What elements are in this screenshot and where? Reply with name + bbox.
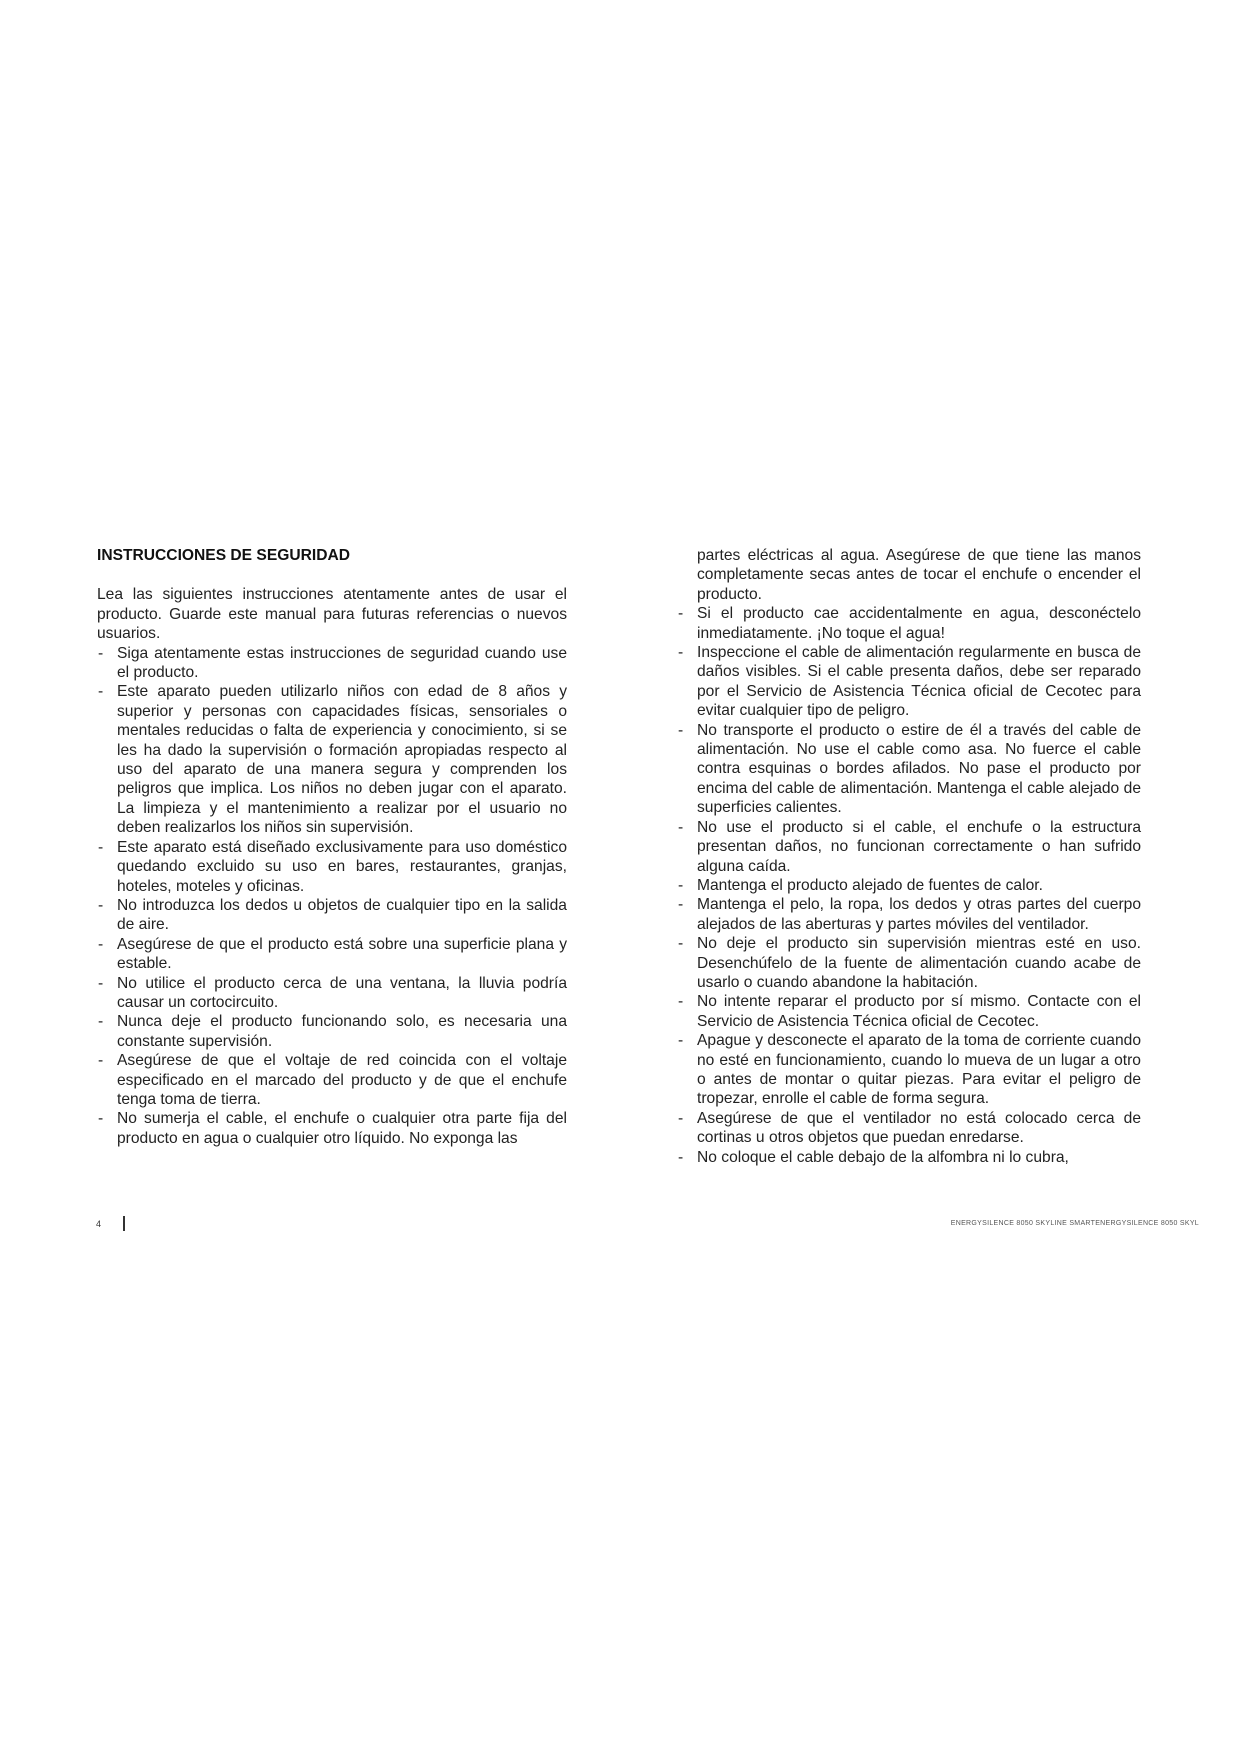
page-divider-bar xyxy=(123,1216,125,1231)
list-item: - Asegúrese de que el ventilador no está colocado cerca de cortinas u otros objetos que puedan enredarse. xyxy=(678,1109,1141,1147)
list-item: - No intente reparar el producto por sí mismo. Contacte con el Servicio de Asistencia Técnica oficial de Cecotec. xyxy=(678,993,1141,1030)
list-item: - Este aparato está diseñado exclusivamente para uso doméstico quedando excluido su uso en bares, restaurantes, granjas, hoteles, moteles y oficinas. xyxy=(98,838,567,895)
list-item: - No sumerja el cable, el enchufe o cualquier otra parte fija del producto en agua o cualquier otro líquido. No exponga las xyxy=(98,1110,567,1147)
list-item: - Asegúrese de que el producto está sobre una superficie plana y estable. xyxy=(98,935,567,973)
list-item: - Mantenga el producto alejado de fuentes de calor. xyxy=(678,876,1043,894)
right-safety-list xyxy=(677,604,1141,1167)
left-safety-list xyxy=(97,644,567,1149)
list-item: - No deje el producto sin supervisión mientras esté en uso. Desenchúfelo de la fuente de alimentación cuando acabe de usarlo o cuando abandone la habitación. xyxy=(678,935,1141,991)
section-title: INSTRUCCIONES DE SEGURIDAD xyxy=(97,547,350,564)
list-item: - Siga atentamente estas instrucciones de seguridad cuando use el producto. xyxy=(98,644,567,682)
list-item: - Nunca deje el producto funcionando solo, es necesaria una constante supervisión. xyxy=(98,1013,567,1050)
list-item: - No coloque el cable debajo de la alfombra ni lo cubra, xyxy=(678,1148,1069,1166)
list-item: - No utilice el producto cerca de una ventana, la lluvia podría causar un cortocircuito. xyxy=(98,974,567,1011)
right-column xyxy=(677,546,1141,1167)
page-number-left: 4 xyxy=(96,1219,102,1229)
left-column xyxy=(97,546,567,1148)
list-item: - No transporte el producto o estire de él a través del cable de alimentación. No use el cable como asa. No fuerce el cable contra esquinas o bordes afilados. No pase el producto por encima del cable de alimentación. Mantenga el cable alejado de superficies calientes. xyxy=(678,721,1141,817)
list-item: - Mantenga el pelo, la ropa, los dedos y otras partes del cuerpo alejados de las aberturas y partes móviles del ventilador. xyxy=(678,896,1141,933)
list-item: - Apague y desconecte el aparato de la toma de corriente cuando no esté en funcionamiento, cuando lo mueva de un lugar a otro o antes de montar o quitar piezas. Para evitar el peligro de tropezar, enrolle el cable de forma segura. xyxy=(678,1032,1141,1108)
continued-paragraph: partes eléctricas al agua. Asegúrese de que tiene las manos completamente secas antes de tocar el enchufe o encender el producto. xyxy=(697,547,1141,603)
intro-paragraph: Lea las siguientes instrucciones atentamente antes de usar el producto. Guarde este manual para futuras referencias o nuevos usuarios. xyxy=(97,586,567,643)
footer-product-name: ENERGYSILENCE 8050 SKYLINE SMARTENERGYSILENCE 8050 SKYL xyxy=(950,1220,1199,1227)
list-item: - Este aparato pueden utilizarlo niños con edad de 8 años y superior y personas con capacidades físicas, sensoriales o mentales reducidas o falta de experiencia y conocimiento, si se les ha dado la supervisión o formación apropiadas respecto al uso del aparato de una manera segura y comprenden los peligros que implica. Los niños no deben jugar con el aparato. La limpieza y el mantenimiento a realizar por el usuario no deben realizarlos los niños sin supervisión. xyxy=(98,683,567,837)
list-item: - Asegúrese de que el voltaje de red coincida con el voltaje especificado en el marcado del producto y de que el enchufe tenga toma de tierra. xyxy=(98,1052,567,1108)
list-item: - No use el producto si el cable, el enchufe o la estructura presentan daños, no funcionan correctamente o han sufrido alguna caída. xyxy=(678,818,1141,875)
list-item: - Si el producto cae accidentalmente en agua, desconéctelo inmediatamente. ¡No toque el agua! xyxy=(678,605,1141,642)
list-item: - No introduzca los dedos u objetos de cualquier tipo en la salida de aire. xyxy=(98,896,567,934)
list-item: - Inspeccione el cable de alimentación regularmente en busca de daños visibles. Si el cable presenta daños, debe ser reparado por el Servicio de Asistencia Técnica oficial de Cecotec para evitar cualquier tipo de peligro. xyxy=(678,644,1141,720)
